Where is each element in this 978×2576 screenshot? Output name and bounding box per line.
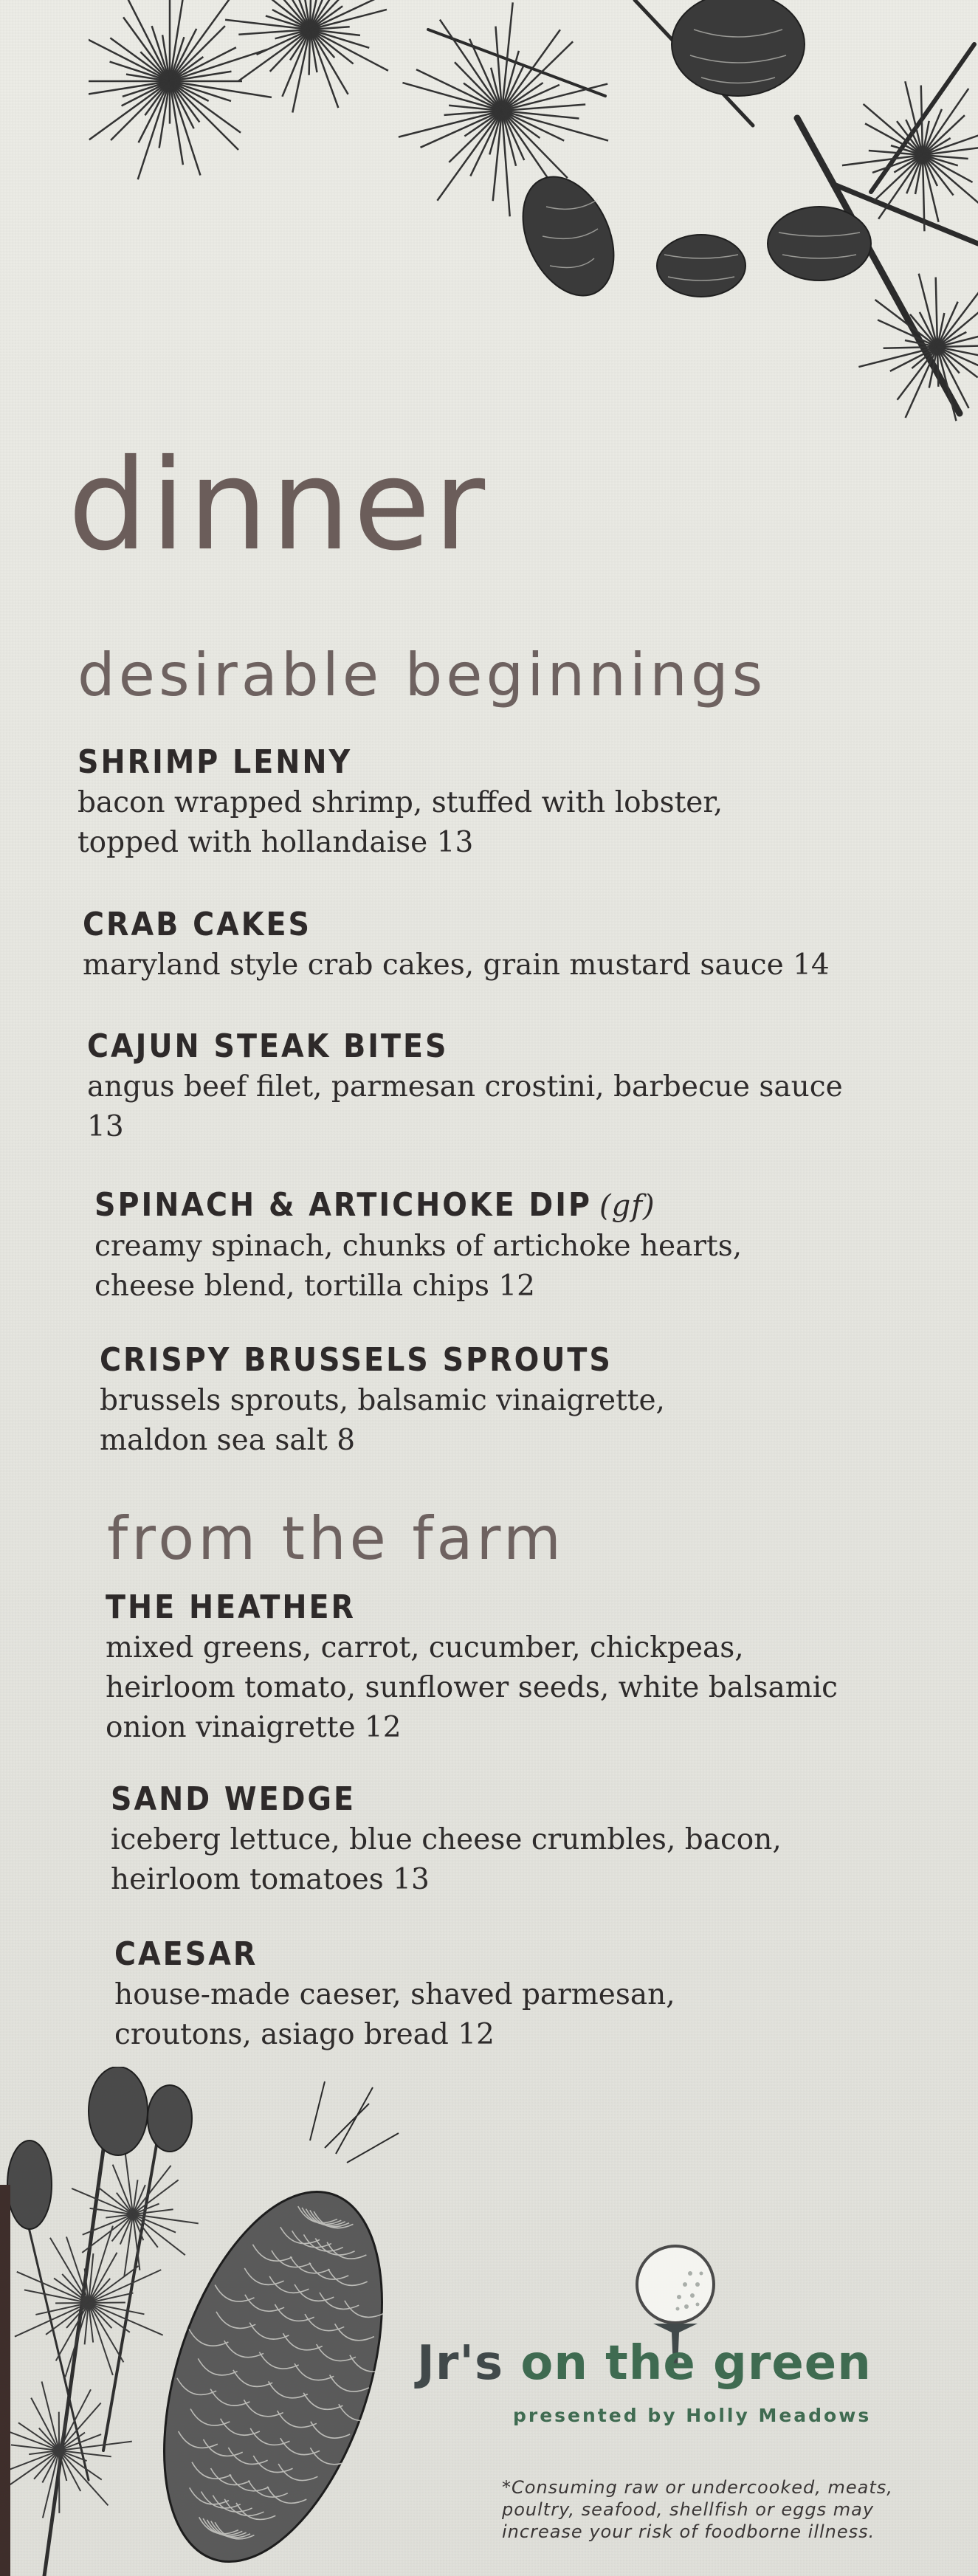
item-description: brussels sprouts, balsamic vinaigrette, [100,1384,665,1417]
menu-item [94,1185,978,1306]
background-edge [0,2185,10,2576]
item-name-text: SPINACH & ARTICHOKE DIP [94,1186,593,1224]
menu-item [114,1934,978,2055]
gluten-free-tag: (gf) [599,1189,655,1223]
item-description: mixed greens, carrot, cucumber, chickpeas, [106,1631,744,1664]
menu-item [83,904,968,985]
item-description: bacon wrapped shrimp, stuffed with lobster, [78,786,723,819]
item-description: heirloom tomatoes 13 [111,1863,430,1896]
item-description: house-made caeser, shaved parmesan, [114,1978,675,2011]
item-name: THE HEATHER [106,1588,357,1626]
item-name: CAJUN STEAK BITES [87,1027,449,1065]
item-description: topped with hollandaise 13 [78,826,474,859]
item-name: CAESAR [114,1935,258,1973]
food-safety-disclaimer [502,2476,945,2543]
section-title-farm: from the farm [107,1504,565,1573]
item-description: croutons, asiago bread 12 [114,2018,495,2051]
menu-item [100,1340,978,1461]
item-description: cheese blend, tortilla chips 12 [94,1270,535,1303]
section-title-beginnings: desirable beginnings [78,641,767,709]
item-name: CRAB CAKES [83,906,312,943]
item-name: CRISPY BRUSSELS SPROUTS [100,1341,613,1379]
menu-item [87,1026,973,1147]
brand-name [417,2336,872,2391]
menu-item [78,742,963,863]
disclaimer-line: increase your risk of foodborne illness. [502,2521,875,2542]
menu-item [111,1779,978,1900]
disclaimer-line: poultry, seafood, shellfish or eggs may [502,2499,875,2520]
item-description: angus beef filet, parmesan crostini, barbecue sauce [87,1070,843,1103]
brand-name-part1: Jr's [417,2336,521,2391]
pine-branch-illustration [89,0,978,458]
pinecone-illustration [0,2067,458,2576]
disclaimer-line: *Consuming raw or undercooked, meats, [502,2477,893,2498]
item-name [94,1185,978,1227]
brand-presented-by: presented by Holly Meadows [513,2405,872,2426]
item-description: maldon sea salt 8 [100,1424,356,1457]
menu-item [106,1587,978,1748]
brand-name-part2: on the green [520,2336,872,2391]
item-name: SHRIMP LENNY [78,743,353,781]
item-description: iceberg lettuce, blue cheese crumbles, bacon, [111,1823,782,1856]
item-description: onion vinaigrette 12 [106,1711,402,1744]
menu-title: dinner [68,433,489,579]
item-name: SAND WEDGE [111,1780,357,1818]
item-description: creamy spinach, chunks of artichoke hearts, [94,1230,743,1263]
item-description: maryland style crab cakes, grain mustard sauce 14 [83,948,830,982]
item-description: heirloom tomato, sunflower seeds, white balsamic [106,1671,838,1704]
item-description: 13 [87,1110,124,1143]
